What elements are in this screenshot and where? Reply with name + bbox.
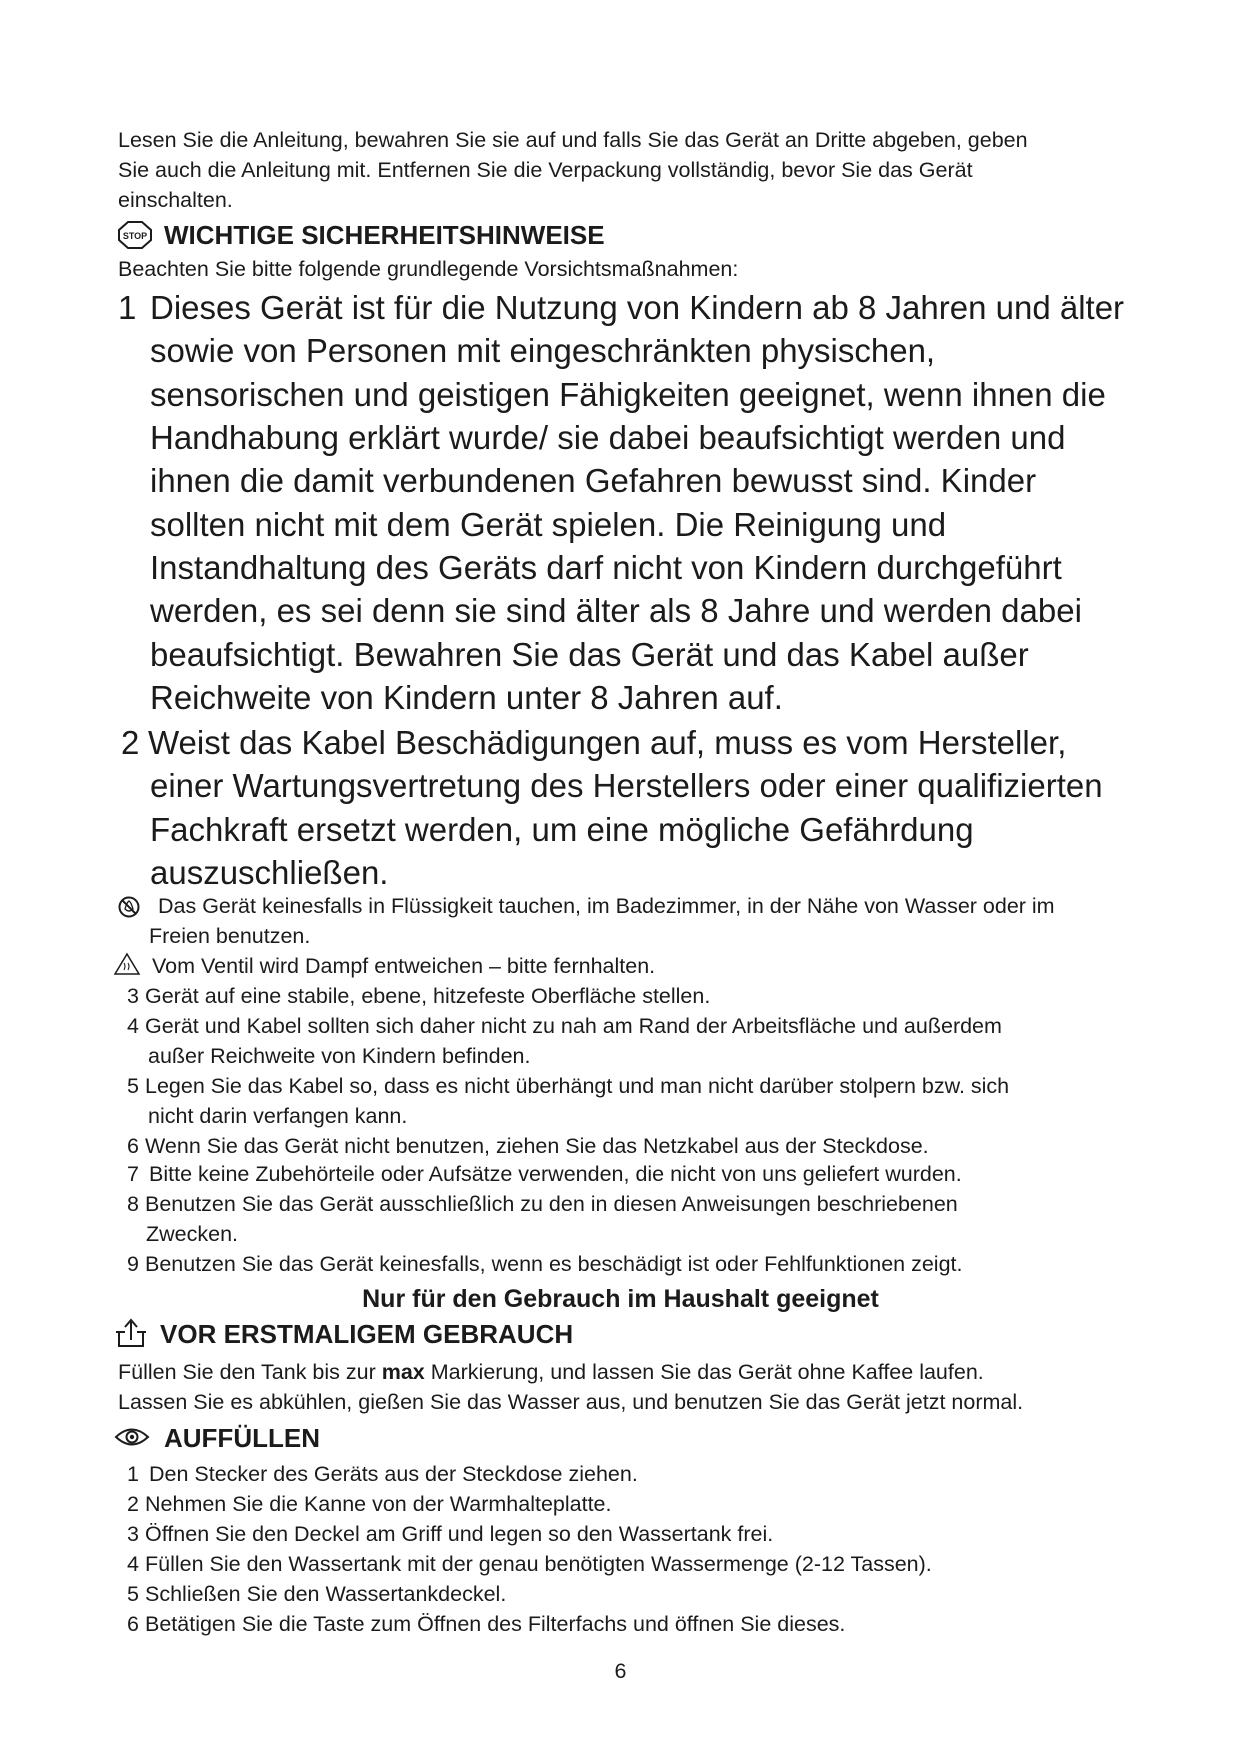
stop-icon (118, 221, 152, 249)
water-warning-line: Das Gerät keinesfalls in Flüssigkeit tauchen, im Badezimmer, in der Nähe von Wasser oder im (158, 894, 1055, 918)
filling-step: Füllen Sie den Wassertank mit der genau benötigten Wassermenge (2-12 Tassen). (145, 1552, 932, 1576)
intro-line: Lesen Sie die Anleitung, bewahren Sie sie auf und falls Sie das Gerät an Dritte abgeben, geben (118, 128, 1028, 152)
safety-item-line: Legen Sie das Kabel so, dass es nicht überhängt und man nicht darüber stolpern bzw. sich (145, 1074, 1010, 1098)
safety-item-line: Gerät und Kabel sollten sich daher nicht zu nah am Rand der Arbeitsfläche und außerdem (145, 1014, 1002, 1038)
page-number: 6 (614, 1659, 627, 1683)
filling-step-number: 5 (127, 1582, 139, 1606)
max-label: max (381, 1360, 425, 1384)
filling-step: Öffnen Sie den Deckel am Griff und legen so den Wassertank frei. (145, 1522, 774, 1546)
safety-item-1-line: beaufsichtigt. Bewahren Sie das Gerät und das Kabel außer (150, 636, 1029, 673)
household-note: Nur für den Gebrauch im Haushalt geeignet (362, 1285, 879, 1313)
safety-item-line: Zwecken. (146, 1222, 239, 1246)
filling-step-number: 3 (127, 1522, 139, 1546)
first-use-line-1 (118, 1357, 984, 1387)
safety-item-number: 5 (127, 1074, 139, 1098)
safety-item-line: nicht darin verfangen kann. (148, 1104, 408, 1128)
safety-item-1-line: Reichweite von Kindern unter 8 Jahren auf. (150, 679, 783, 716)
safety-item-number: 7 (127, 1162, 139, 1186)
safety-item-1-line: sollten nicht mit dem Gerät spielen. Die Reinigung und (150, 506, 947, 543)
filling-step: Nehmen Sie die Kanne von der Warmhalteplatte. (145, 1492, 612, 1516)
safety-item-number: 6 (127, 1134, 139, 1158)
safety-item-line: Wenn Sie das Gerät nicht benutzen, ziehen Sie das Netzkabel aus der Steckdose. (145, 1134, 929, 1158)
safety-item-line: Benutzen Sie das Gerät ausschließlich zu den in diesen Anweisungen beschriebenen (145, 1192, 958, 1216)
first-use-line-1-start: Füllen Sie den Tank bis zur (118, 1360, 376, 1384)
safety-item-line: Bitte keine Zubehörteile oder Aufsätze verwenden, die nicht von uns geliefert wurden. (149, 1162, 962, 1186)
safety-item-1-line: Dieses Gerät ist für die Nutzung von Kindern ab 8 Jahren und älter (150, 289, 1125, 326)
safety-item-number: 8 (127, 1192, 139, 1216)
safety-item-number: 3 (127, 984, 139, 1008)
first-use-line-1-end: Markierung, und lassen Sie das Gerät ohne Kaffee laufen. (430, 1360, 984, 1384)
safety-item-1-line: ihnen die damit verbundenen Gefahren bewusst sind. Kinder (150, 462, 1037, 499)
safety-item-2-line: auszuschließen. (150, 854, 389, 891)
safety-item-1-line: Instandhaltung des Geräts darf nicht von Kindern durchgeführt (150, 549, 1062, 586)
filling-step: Schließen Sie den Wassertankdeckel. (145, 1582, 507, 1606)
safety-subheading: Beachten Sie bitte folgende grundlegende Vorsichtsmaßnahmen: (118, 257, 739, 281)
intro-line: Sie auch die Anleitung mit. Entfernen Sie die Verpackung vollständig, bevor Sie das Gerät (118, 158, 973, 182)
steam-warning: Vom Ventil wird Dampf entweichen – bitte fernhalten. (152, 954, 656, 978)
safety-item-2-line: Fachkraft ersetzt werden, um eine mögliche Gefährdung (150, 811, 974, 848)
safety-item-1-number: 1 (118, 289, 137, 326)
safety-item-1-line: sowie von Personen mit eingeschränkten physischen, (150, 332, 936, 369)
first-use-heading: VOR ERSTMALIGEM GEBRAUCH (160, 1319, 574, 1349)
filling-step-number: 4 (127, 1552, 139, 1576)
warning-triangle-icon (113, 952, 141, 976)
filling-heading: AUFFÜLLEN (164, 1423, 320, 1453)
safety-item-1-line: Handhabung erklärt wurde/ sie dabei beaufsichtigt werden und (150, 419, 1066, 456)
eye-icon (114, 1426, 150, 1448)
filling-step: Den Stecker des Geräts aus der Steckdose ziehen. (149, 1462, 638, 1486)
filling-step: Betätigen Sie die Taste zum Öffnen des Filterfachs und öffnen Sie dieses. (145, 1612, 846, 1636)
safety-item-1-line: sensorischen und geistigen Fähigkeiten geeignet, wenn ihnen die (150, 376, 1106, 413)
first-use-line-2: Lassen Sie es abkühlen, gießen Sie das Wasser aus, und benutzen Sie das Gerät jetzt normal. (118, 1390, 1024, 1414)
safety-item-line: Benutzen Sie das Gerät keinesfalls, wenn es beschädigt ist oder Fehlfunktionen zeigt. (145, 1252, 963, 1276)
safety-item-number: 9 (127, 1252, 139, 1276)
safety-item-line: außer Reichweite von Kindern befinden. (148, 1044, 531, 1068)
filling-step-number: 6 (127, 1612, 139, 1636)
intro-line: einschalten. (118, 188, 233, 212)
svg-text:STOP: STOP (122, 231, 148, 241)
safety-heading: WICHTIGE SICHERHEITSHINWEISE (164, 220, 605, 250)
safety-item-number: 4 (127, 1014, 139, 1038)
filling-step-number: 1 (127, 1462, 139, 1486)
safety-item-1-line: werden, es sei denn sie sind älter als 8 Jahre und werden dabei (150, 592, 1082, 629)
filling-step-number: 2 (127, 1492, 139, 1516)
unpack-box-icon (116, 1318, 146, 1348)
safety-item-2-line: einer Wartungsvertretung des Herstellers oder einer qualifizierten (150, 767, 1103, 804)
no-immerse-icon (118, 896, 140, 918)
safety-item-2-number: 2 (121, 724, 140, 761)
water-warning-line: Freien benutzen. (149, 924, 311, 948)
safety-item-2-line: Weist das Kabel Beschädigungen auf, muss es vom Hersteller, (148, 724, 1067, 761)
safety-item-line: Gerät auf eine stabile, ebene, hitzefeste Oberfläche stellen. (145, 984, 711, 1008)
